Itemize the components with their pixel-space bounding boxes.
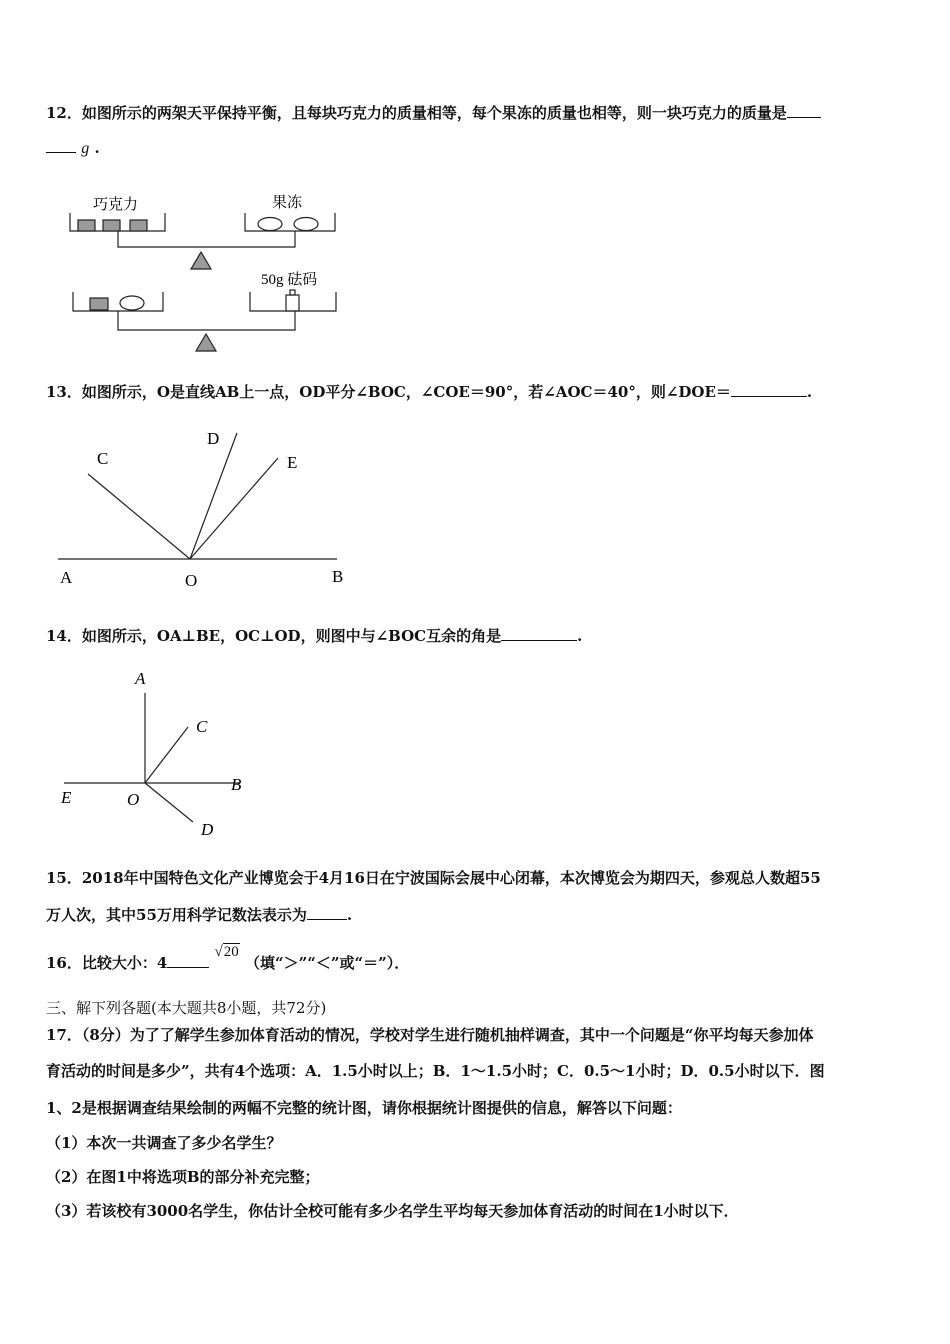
ray-OD (145, 783, 193, 822)
ray-OD (190, 433, 237, 559)
label-chocolate: 巧克力 (93, 197, 139, 213)
q17-line2: 育活动的时间是多少”，共有4个选项：A．1.5小时以上；B．1～1.5小时；C．0.5～1小时；D．0.5小时以下．图 (46, 1062, 825, 1080)
fulcrum-bottom (196, 334, 216, 351)
q13-line: 13．如图所示，O是直线AB上一点，OD平分∠BOC，∠COE＝90°，若∠AOC＝40°，则∠DOE＝ . (46, 383, 813, 401)
chocolate-block (130, 220, 147, 231)
jelly-circle (120, 296, 144, 310)
q14-blank[interactable] (501, 626, 577, 641)
ray-OC (145, 727, 188, 783)
label-D: D (207, 429, 220, 448)
label-E: E (61, 788, 72, 807)
q13-figure (50, 420, 360, 595)
q15-line2: 万人次，其中55万用科学记数法表示为 . (46, 906, 353, 924)
q12-unit: g (81, 140, 90, 157)
q15-line1: 15．2018年中国特色文化产业博览会于4月16日在宁波国际会展中心闭幕，本次博览会为期四天，参观总人数超55 (46, 869, 821, 887)
label-weight: 50g 砝码 (261, 272, 318, 288)
q17-line3: 1、2是根据调查结果绘制的两幅不完整的统计图，请你根据统计图提供的信息，解答以下问题： (46, 1099, 682, 1117)
label-E: E (287, 453, 298, 472)
ray-OC (88, 474, 190, 559)
weight-handle (290, 290, 295, 295)
q17-sub2: （2）在图1中将选项B的部分补充完整； (46, 1168, 320, 1186)
label-O: O (127, 790, 140, 809)
q12-line2: g . (46, 138, 100, 159)
pan-left-bottom (73, 292, 163, 311)
jelly-circle (294, 218, 318, 231)
label-jelly: 果冻 (272, 195, 303, 211)
section-3-title: 三、解下列各题(本大题共8小题，共72分) (46, 999, 327, 1017)
label-A: A (60, 568, 73, 587)
ray-OE (190, 458, 278, 559)
label-D: D (201, 820, 214, 839)
q12-line1: 12．如图所示的两架天平保持平衡，且每块巧克力的质量相等，每个果冻的质量也相等，则一块巧克力的质量是 (46, 103, 821, 123)
balance-figure (60, 185, 360, 360)
q17-line1: 17．（8分）为了了解学生参加体育活动的情况，学校对学生进行随机抽样调查，其中一个问题是“你平均每天参加体 (46, 1026, 814, 1044)
q14-figure (55, 665, 265, 845)
q12-blank-b[interactable] (46, 138, 76, 153)
label-B: B (332, 567, 344, 586)
balance-bottom (73, 290, 336, 351)
q14-line: 14．如图所示，OA⊥BE，OC⊥OD，则图中与∠BOC互余的角是 . (46, 627, 583, 645)
label-C: C (97, 449, 109, 468)
sqrt-20: √20 (214, 944, 239, 960)
label-A: A (135, 669, 146, 688)
q17-sub1: （1）本次一共调查了多少名学生？ (46, 1134, 282, 1152)
jelly-circle (258, 218, 282, 231)
fulcrum-top (191, 252, 211, 269)
label-C: C (196, 717, 208, 736)
q13-blank[interactable] (731, 382, 807, 397)
chocolate-block (78, 220, 95, 231)
q17-sub3: （3）若该校有3000名学生，你估计全校可能有多少名学生平均每天参加体育活动的时间在1小时以下． (46, 1202, 739, 1220)
weight-50g (286, 295, 299, 311)
label-B: B (231, 775, 242, 794)
balance-top (70, 213, 335, 269)
label-O: O (185, 571, 198, 590)
q16-line: 16．比较大小：4 √20 （填“＞”“＜”或“＝”）． (46, 944, 410, 972)
q12-blank-a[interactable] (787, 103, 821, 118)
beam-bottom (118, 311, 295, 330)
q15-blank[interactable] (307, 905, 347, 920)
beam-top (118, 231, 295, 247)
q16-blank[interactable] (167, 953, 209, 968)
chocolate-block (90, 298, 108, 310)
chocolate-block (103, 220, 120, 231)
